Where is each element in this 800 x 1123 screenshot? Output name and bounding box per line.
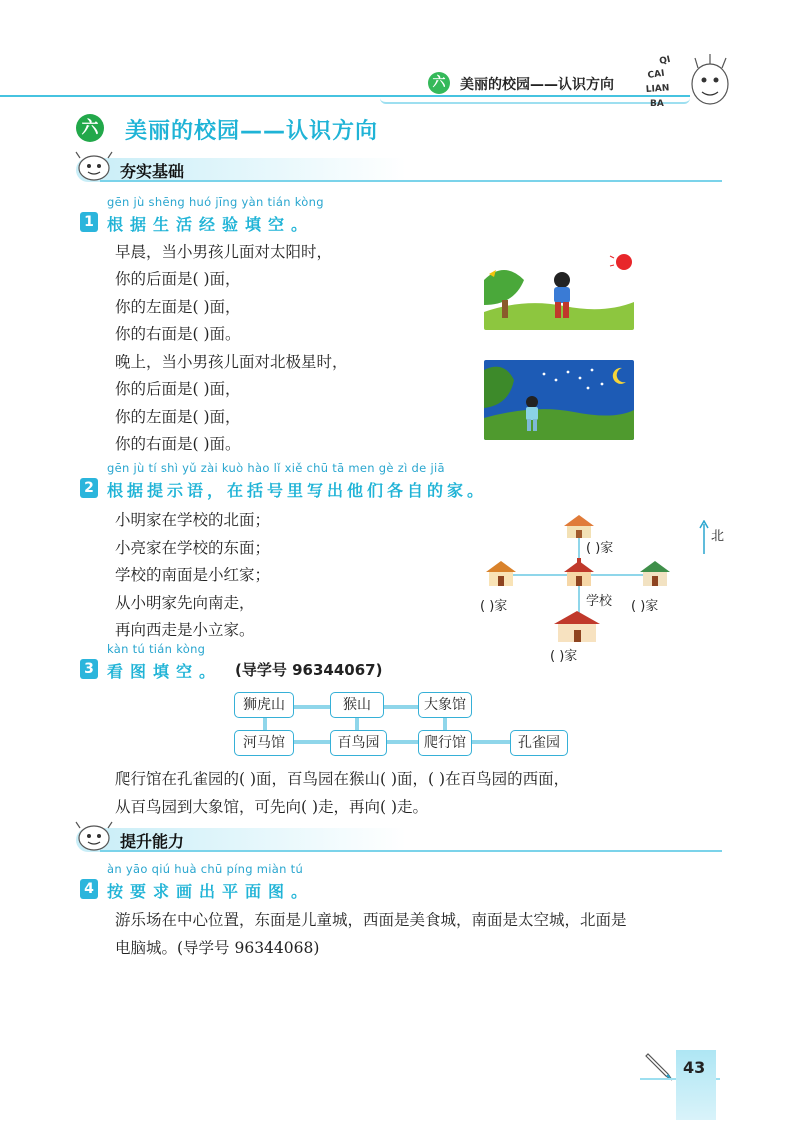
mascot-icon bbox=[72, 820, 118, 854]
q2-line: 小明家在学校的北面； bbox=[115, 511, 271, 529]
mascot-icon bbox=[72, 150, 118, 184]
house-icon bbox=[552, 608, 602, 644]
north-label: 北 bbox=[711, 529, 725, 544]
q2-direction-map bbox=[478, 500, 728, 670]
section-title: 夯实基础 bbox=[120, 162, 185, 181]
series-logo bbox=[640, 50, 735, 115]
q2-line: 从小明家先向南走， bbox=[115, 594, 255, 612]
chapter-number-badge: 六 bbox=[76, 114, 104, 142]
q1-number: 1 bbox=[80, 212, 98, 232]
logo-letter: QI bbox=[658, 54, 672, 67]
house-icon bbox=[562, 512, 596, 540]
section-rule bbox=[100, 850, 722, 852]
q1-line: 你的右面是( )面。 bbox=[115, 435, 241, 453]
house-label-west: ( )家 bbox=[480, 599, 508, 614]
q1-line: 早晨，当小男孩儿面对太阳时， bbox=[115, 243, 333, 261]
q3-pinyin: kàn tú tián kòng bbox=[107, 642, 206, 656]
logo-letter: LIAN bbox=[645, 83, 670, 95]
q4-pinyin: àn yāo qiú huà chū píng miàn tú bbox=[107, 862, 304, 876]
q3-guide-number: (导学号 96344067) bbox=[235, 661, 383, 679]
q1-pinyin: gēn jù shēng huó jīng yàn tián kòng bbox=[107, 195, 324, 209]
north-arrow-icon bbox=[698, 520, 710, 556]
zoo-box-hippo-hall: 河马馆 bbox=[234, 730, 294, 756]
zoo-box-monkey-hill: 猴山 bbox=[330, 692, 384, 718]
page-number: 43 bbox=[683, 1058, 706, 1077]
morning-scene-image bbox=[484, 250, 634, 330]
chapter-title: 美丽的校园——认识方向 bbox=[125, 119, 379, 144]
q3-question-line: 爬行馆在孔雀园的( )面，百鸟园在猴山( )面，( )在百鸟园的西面， bbox=[115, 770, 570, 788]
q4-line: 电脑城。(导学号 96344068) bbox=[115, 939, 320, 957]
q2-line: 学校的南面是小红家； bbox=[115, 566, 271, 584]
q3-question-line: 从百鸟园到大象馆，可先向( )走，再向( )走。 bbox=[115, 798, 429, 816]
zoo-box-reptile-hall: 爬行馆 bbox=[418, 730, 472, 756]
section-title: 提升能力 bbox=[120, 832, 185, 851]
q3-number: 3 bbox=[80, 659, 98, 679]
q1-line: 你的左面是( )面， bbox=[115, 408, 241, 426]
q4-title: 按要求画出平面图。 bbox=[107, 882, 315, 901]
zoo-box-peacock-garden: 孔雀园 bbox=[510, 730, 568, 756]
header-running-title: 美丽的校园——认识方向 bbox=[460, 77, 614, 93]
q2-line: 再向西走是小立家。 bbox=[115, 621, 255, 639]
house-label-east: ( )家 bbox=[631, 599, 659, 614]
section-rule bbox=[100, 180, 722, 182]
zoo-box-elephant-hall: 大象馆 bbox=[418, 692, 472, 718]
q1-title: 根据生活经验填空。 bbox=[107, 215, 315, 234]
q1-line: 你的左面是( )面， bbox=[115, 298, 241, 316]
zoo-box-lion-tiger-hill: 狮虎山 bbox=[234, 692, 294, 718]
q2-title: 根据提示语，在括号里写出他们各自的家。 bbox=[107, 481, 488, 500]
q2-line: 小亮家在学校的东面； bbox=[115, 539, 271, 557]
logo-letter: BA bbox=[650, 99, 664, 109]
zoo-path bbox=[290, 740, 515, 744]
header-chapter-badge: 六 bbox=[428, 72, 450, 94]
q3-title: 看图填空。 bbox=[107, 662, 223, 681]
q1-line: 你的后面是( )面， bbox=[115, 270, 241, 288]
school-label: 学校 bbox=[586, 594, 613, 609]
q2-pinyin: gēn jù tí shì yǔ zài kuò hào lǐ xiě chū tā men gè zì de jiā bbox=[107, 461, 445, 475]
q4-line: 游乐场在中心位置，东面是儿童城，西面是美食城，南面是太空城，北面是 bbox=[115, 911, 627, 929]
zoo-box-bird-garden: 百鸟园 bbox=[330, 730, 387, 756]
house-icon bbox=[638, 558, 672, 588]
q1-line: 你的右面是( )面。 bbox=[115, 325, 241, 343]
house-label-north: ( )家 bbox=[586, 541, 614, 556]
house-icon bbox=[484, 558, 518, 588]
night-scene-image bbox=[484, 360, 634, 440]
q4-number: 4 bbox=[80, 879, 98, 899]
logo-letter: CAI bbox=[647, 68, 666, 81]
q2-number: 2 bbox=[80, 478, 98, 498]
q1-line: 你的后面是( )面， bbox=[115, 380, 241, 398]
house-label-south: ( )家 bbox=[550, 649, 578, 664]
q1-line: 晚上，当小男孩儿面对北极星时， bbox=[115, 353, 348, 371]
school-icon bbox=[562, 558, 596, 588]
